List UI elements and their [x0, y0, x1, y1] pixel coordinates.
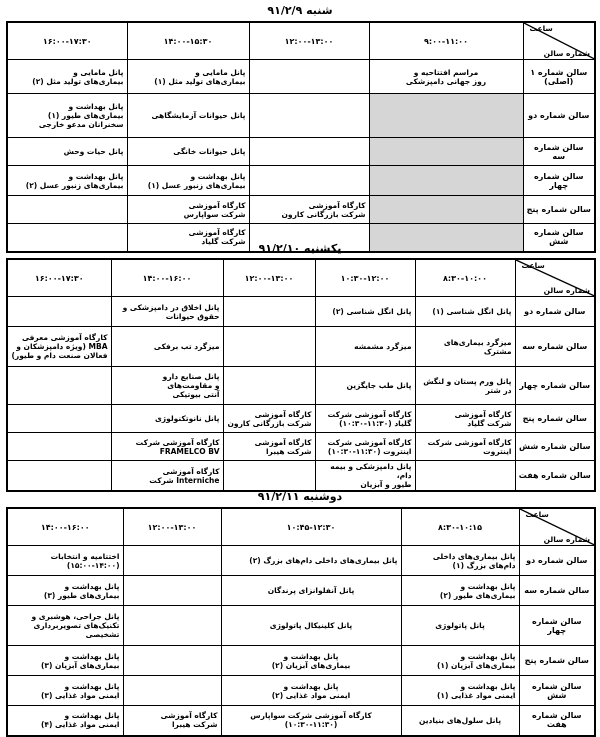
session-cell	[223, 461, 315, 492]
room-cell: سالن شماره سه	[519, 576, 595, 606]
session-cell: کارگاه آموزشی شرکت هیبرا	[223, 433, 315, 461]
session-cell: کارگاه آموزشی شرکت سواپارس (۱۱:۳۰-۱۰:۳۰)	[221, 706, 401, 736]
session-cell: پانل مامایی و بیماری‌های تولید مثل (۱)	[127, 60, 249, 94]
session-cell	[123, 606, 221, 646]
room-cell: سالن شماره پنج	[519, 646, 595, 676]
room-cell: سالن شماره دو	[523, 94, 595, 138]
table-row	[7, 94, 595, 138]
corner-room-label: شماره سالن	[543, 286, 590, 295]
session-cell: پانل ورم پستان و لنگش در شتر	[415, 367, 515, 405]
session-cell: پانل انگل شناسی (۲)	[315, 297, 415, 327]
session-cell: مراسم افتتاحیه و روز جهانی دامپزشکی	[369, 60, 523, 94]
session-cell: پانل مامایی و بیماری‌های تولید مثل (۲)	[7, 60, 127, 94]
table-row	[7, 546, 595, 576]
table-row	[7, 405, 595, 433]
corner-cell	[515, 259, 595, 297]
table-row	[7, 327, 595, 367]
time-header: ۸:۳۰-۱۰:۰۰	[415, 259, 515, 297]
session-cell: پانل بهداشت و بیماری‌های زنبور عسل (۱)	[127, 166, 249, 196]
session-cell: پانل حیات وحش	[7, 138, 127, 166]
corner-time-label: ساعت	[525, 510, 549, 519]
table-row	[7, 367, 595, 405]
session-cell: کارگاه آموزشی شرکت گلیاد (۱۱:۳۰-۱۰:۳۰)	[315, 405, 415, 433]
room-cell: سالن شماره پنج	[515, 405, 595, 433]
session-cell: کارگاه آموزشی شرکت سواپارس	[127, 196, 249, 224]
corner-time-label: ساعت	[521, 261, 545, 270]
session-cell: پانل حیوانات آزمایشگاهی	[127, 94, 249, 138]
session-cell: پانل آنفلوانزای پرندگان	[221, 576, 401, 606]
session-cell: پانل اخلاق در دامپزشکی و حقوق حیوانات	[111, 297, 223, 327]
session-cell	[415, 461, 515, 492]
session-cell	[7, 297, 111, 327]
session-cell	[7, 461, 111, 492]
session-cell: کارگاه آموزشی شرکت گلیاد	[127, 224, 249, 252]
table-row	[7, 576, 595, 606]
session-cell: پانل حیوانات خانگی	[127, 138, 249, 166]
time-header: ۱۴:۰۰-۱۶:۰۰	[7, 508, 123, 546]
session-cell: کارگاه آموزشی Interniche شرکت	[111, 461, 223, 492]
room-cell: سالن شماره سه	[515, 327, 595, 367]
session-cell: میزگرد تب برفکی	[111, 327, 223, 367]
session-cell: پانل سلول‌های بنیادین	[401, 706, 519, 736]
table-row	[7, 138, 595, 166]
table-row	[7, 706, 595, 736]
session-cell	[249, 60, 369, 94]
session-cell: پانل بهداشت و بیماری‌های طیور (۱) سخنرانان مدعو خارجی	[7, 94, 127, 138]
room-cell: سالن شماره شش	[523, 224, 595, 252]
corner-cell	[523, 22, 595, 60]
room-cell: سالن شماره چهار	[519, 606, 595, 646]
room-cell: سالن شماره هفت	[515, 461, 595, 492]
day2-title: یکشنبه ۹۱/۲/۱۰	[258, 242, 342, 255]
session-cell: پانل پاتولوژی	[401, 606, 519, 646]
session-cell	[223, 327, 315, 367]
session-cell: پانل کلینیکال پاتولوژی	[221, 606, 401, 646]
time-header: ۱۶:۰۰-۱۷:۳۰	[7, 22, 127, 60]
session-cell	[7, 433, 111, 461]
day3-title: دوشنبه ۹۱/۲/۱۱	[257, 490, 343, 503]
time-header: ۱۲:۰۰-۱۳:۰۰	[123, 508, 221, 546]
room-cell: سالن شماره دو	[515, 297, 595, 327]
room-cell: سالن شماره ۱ (اصلی)	[523, 60, 595, 94]
session-cell: کارگاه آموزشی شرکت گلیاد	[415, 405, 515, 433]
session-cell: پانل بهداشت و بیماری‌های آبزیان (۲)	[221, 646, 401, 676]
session-cell: کارگاه آموزشی شرکت اینتروت	[415, 433, 515, 461]
corner-room-label: شماره سالن	[543, 49, 590, 58]
session-cell	[7, 196, 127, 224]
session-cell	[223, 297, 315, 327]
table-row	[7, 606, 595, 646]
session-cell: پانل بهداشت و بیماری‌های آبزیان (۱)	[401, 646, 519, 676]
time-header: ۱۴:۰۰-۱۵:۳۰	[127, 22, 249, 60]
session-cell: پانل بهداشت و بیماری‌های آبزیان (۳)	[7, 646, 123, 676]
table-row	[7, 166, 595, 196]
time-header: ۱۲:۰۰-۱۳:۰۰	[249, 22, 369, 60]
day1-header-row	[7, 22, 595, 60]
corner-room-label: شماره سالن	[543, 535, 590, 544]
session-cell: میزگرد بیماری‌های مشترک	[415, 327, 515, 367]
room-cell: سالن شماره چهار	[523, 166, 595, 196]
table-row	[7, 646, 595, 676]
session-cell	[7, 367, 111, 405]
session-cell: پانل انگل شناسی (۱)	[415, 297, 515, 327]
session-cell	[123, 676, 221, 706]
session-cell: کارگاه آموزشی شرکت FRAMELCO BV	[111, 433, 223, 461]
session-cell: کارگاه آموزشی شرکت بازرگانی کارون	[223, 405, 315, 433]
time-header: ۱۴:۰۰-۱۶:۰۰	[111, 259, 223, 297]
session-cell	[123, 546, 221, 576]
session-cell	[249, 166, 369, 196]
session-cell	[369, 94, 523, 138]
day2-schedule-table	[6, 258, 596, 492]
time-header: ۸:۳۰-۱۰:۱۵	[401, 508, 519, 546]
time-header: ۱۰:۳۰-۱۲:۰۰	[315, 259, 415, 297]
session-cell	[123, 646, 221, 676]
session-cell: کارگاه آموزشی شرکت هیبرا	[123, 706, 221, 736]
session-cell	[369, 138, 523, 166]
session-cell: پانل صنایع دارو و مقاومت‌های آنتی بیوتیکی	[111, 367, 223, 405]
session-cell: پانل طب جایگزین	[315, 367, 415, 405]
room-cell: سالن شماره پنج	[523, 196, 595, 224]
table-row	[7, 297, 595, 327]
room-cell: سالن شماره چهار	[515, 367, 595, 405]
session-cell: پانل بهداشت و بیماری‌های زنبور عسل (۲)	[7, 166, 127, 196]
session-cell: پانل جراحی، هوشبری و تکنیک‌های تصویربرداری تشخیصی	[7, 606, 123, 646]
corner-cell	[519, 508, 595, 546]
time-header: ۱۲:۰۰-۱۳:۰۰	[223, 259, 315, 297]
session-cell	[249, 94, 369, 138]
session-cell	[123, 576, 221, 606]
session-cell: پانل بیماری‌های داخلی دام‌های بزرگ (۱)	[401, 546, 519, 576]
day1-title: شنبه ۹۱/۲/۹	[267, 4, 333, 17]
room-cell: سالن شماره شش	[519, 676, 595, 706]
session-cell: میزگرد مشمشه	[315, 327, 415, 367]
session-cell: کارگاه آموزشی شرکت اینتروت (۱۱:۳۰-۱۰:۳۰)	[315, 433, 415, 461]
table-row	[7, 60, 595, 94]
day1-schedule-table	[6, 21, 596, 253]
room-cell: سالن شماره هفت	[519, 706, 595, 736]
session-cell: پانل بهداشت و ایمنی مواد غذایی (۴)	[7, 706, 123, 736]
table-row	[7, 461, 595, 492]
session-cell	[249, 138, 369, 166]
session-cell: پانل نانوتکنولوژی	[111, 405, 223, 433]
session-cell	[369, 196, 523, 224]
time-header: ۱۰:۴۵-۱۲:۳۰	[221, 508, 401, 546]
session-cell: پانل بهداشت و بیماری‌های طیور (۲)	[401, 576, 519, 606]
table-row	[7, 433, 595, 461]
session-cell: پانل بهداشت و ایمنی مواد غذایی (۳)	[7, 676, 123, 706]
day2-header-row	[7, 259, 595, 297]
session-cell: پانل بهداشت و ایمنی مواد غذایی (۲)	[221, 676, 401, 706]
session-cell: اختتامیه و انتخابات (۱۵:۰۰-۱۴:۰۰)	[7, 546, 123, 576]
session-cell	[7, 405, 111, 433]
session-cell	[369, 166, 523, 196]
session-cell: پانل بهداشت و بیماری‌های طیور (۳)	[7, 576, 123, 606]
session-cell: پانل بیماری‌های داخلی دام‌های بزرگ (۲)	[221, 546, 401, 576]
table-row	[7, 196, 595, 224]
session-cell	[223, 367, 315, 405]
room-cell: سالن شماره سه	[523, 138, 595, 166]
day3-schedule-table	[6, 507, 596, 737]
time-header: ۹:۰۰-۱۱:۰۰	[369, 22, 523, 60]
session-cell: پانل بهداشت و ایمنی مواد غذایی (۱)	[401, 676, 519, 706]
room-cell: سالن شماره شش	[515, 433, 595, 461]
session-cell: پانل دامپزشکی و بیمه دام، طیور و آبزیان	[315, 461, 415, 492]
session-cell: کارگاه آموزشی شرکت بازرگانی کارون	[249, 196, 369, 224]
table-row	[7, 676, 595, 706]
session-cell: کارگاه آموزشی معرفی MBA (ویژه دامپزشکان و فعالان صنعت دام و طیور)	[7, 327, 111, 367]
day3-header-row	[7, 508, 595, 546]
room-cell: سالن شماره دو	[519, 546, 595, 576]
corner-time-label: ساعت	[529, 24, 553, 33]
time-header: ۱۶:۰۰-۱۷:۳۰	[7, 259, 111, 297]
